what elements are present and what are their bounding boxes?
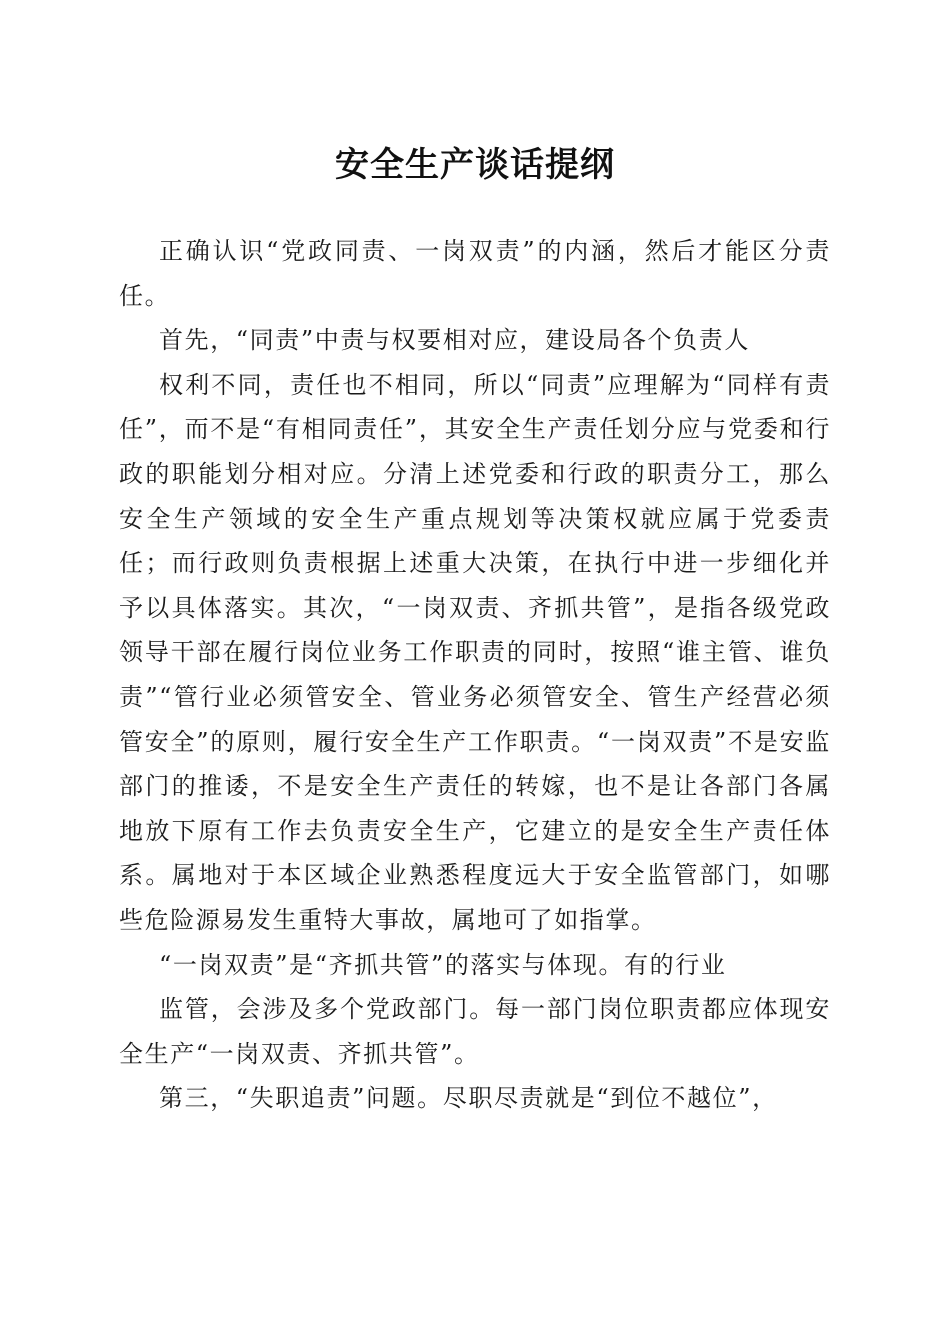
document-body (119, 229, 831, 1121)
paragraph-2: 首先，“同责”中责与权要相对应，建设局各个负责人 (159, 326, 750, 355)
paragraph-1: 正确认识“党政同责、一岗双责”的内涵，然后才能区分责任。 (119, 237, 831, 310)
paragraph-6: 第三，“失职追责”问题。尽职尽责就是“到位不越位”， (159, 1084, 778, 1113)
paragraph-4: “一岗双责”是“齐抓共管”的落实与体现。有的行业 (159, 950, 727, 979)
document-title: 安全生产谈话提纲 (335, 145, 615, 185)
paragraph-5: 监管，会涉及多个党政部门。每一部门岗位职责都应体现安全生产“一岗双责、齐抓共管”。 (119, 995, 831, 1068)
paragraph-3: 权利不同，责任也不相同，所以“同责”应理解为“同样有责任”，而不是“有相同责任”，其安全生产责任划分应与党委和行政的职能划分相对应。分清上述党委和行政的职责分工，那么安全生产领域的安全生产重点规划等决策权就应属于党委责任；而行政则负责根据上述重大决策，在执行中进一步细化并予以具体落实。其次，“一岗双责、齐抓共管”，是指各级党政领导干部在履行岗位业务工作职责的同时，按照“谁主管、谁负责”“管行业必须管安全、管业务必须管安全、管生产经营必须管安全”的原则，履行安全生产工作职责。“一岗双责”不是安监部门的推诿，不是安全生产责任的转嫁，也不是让各部门各属地放下原有工作去负责安全生产，它建立的是安全生产责任体系。属地对于本区域企业熟悉程度远大于安全监管部门，如哪些危险源易发生重特大事故，属地可了如指掌。 (119, 370, 831, 934)
